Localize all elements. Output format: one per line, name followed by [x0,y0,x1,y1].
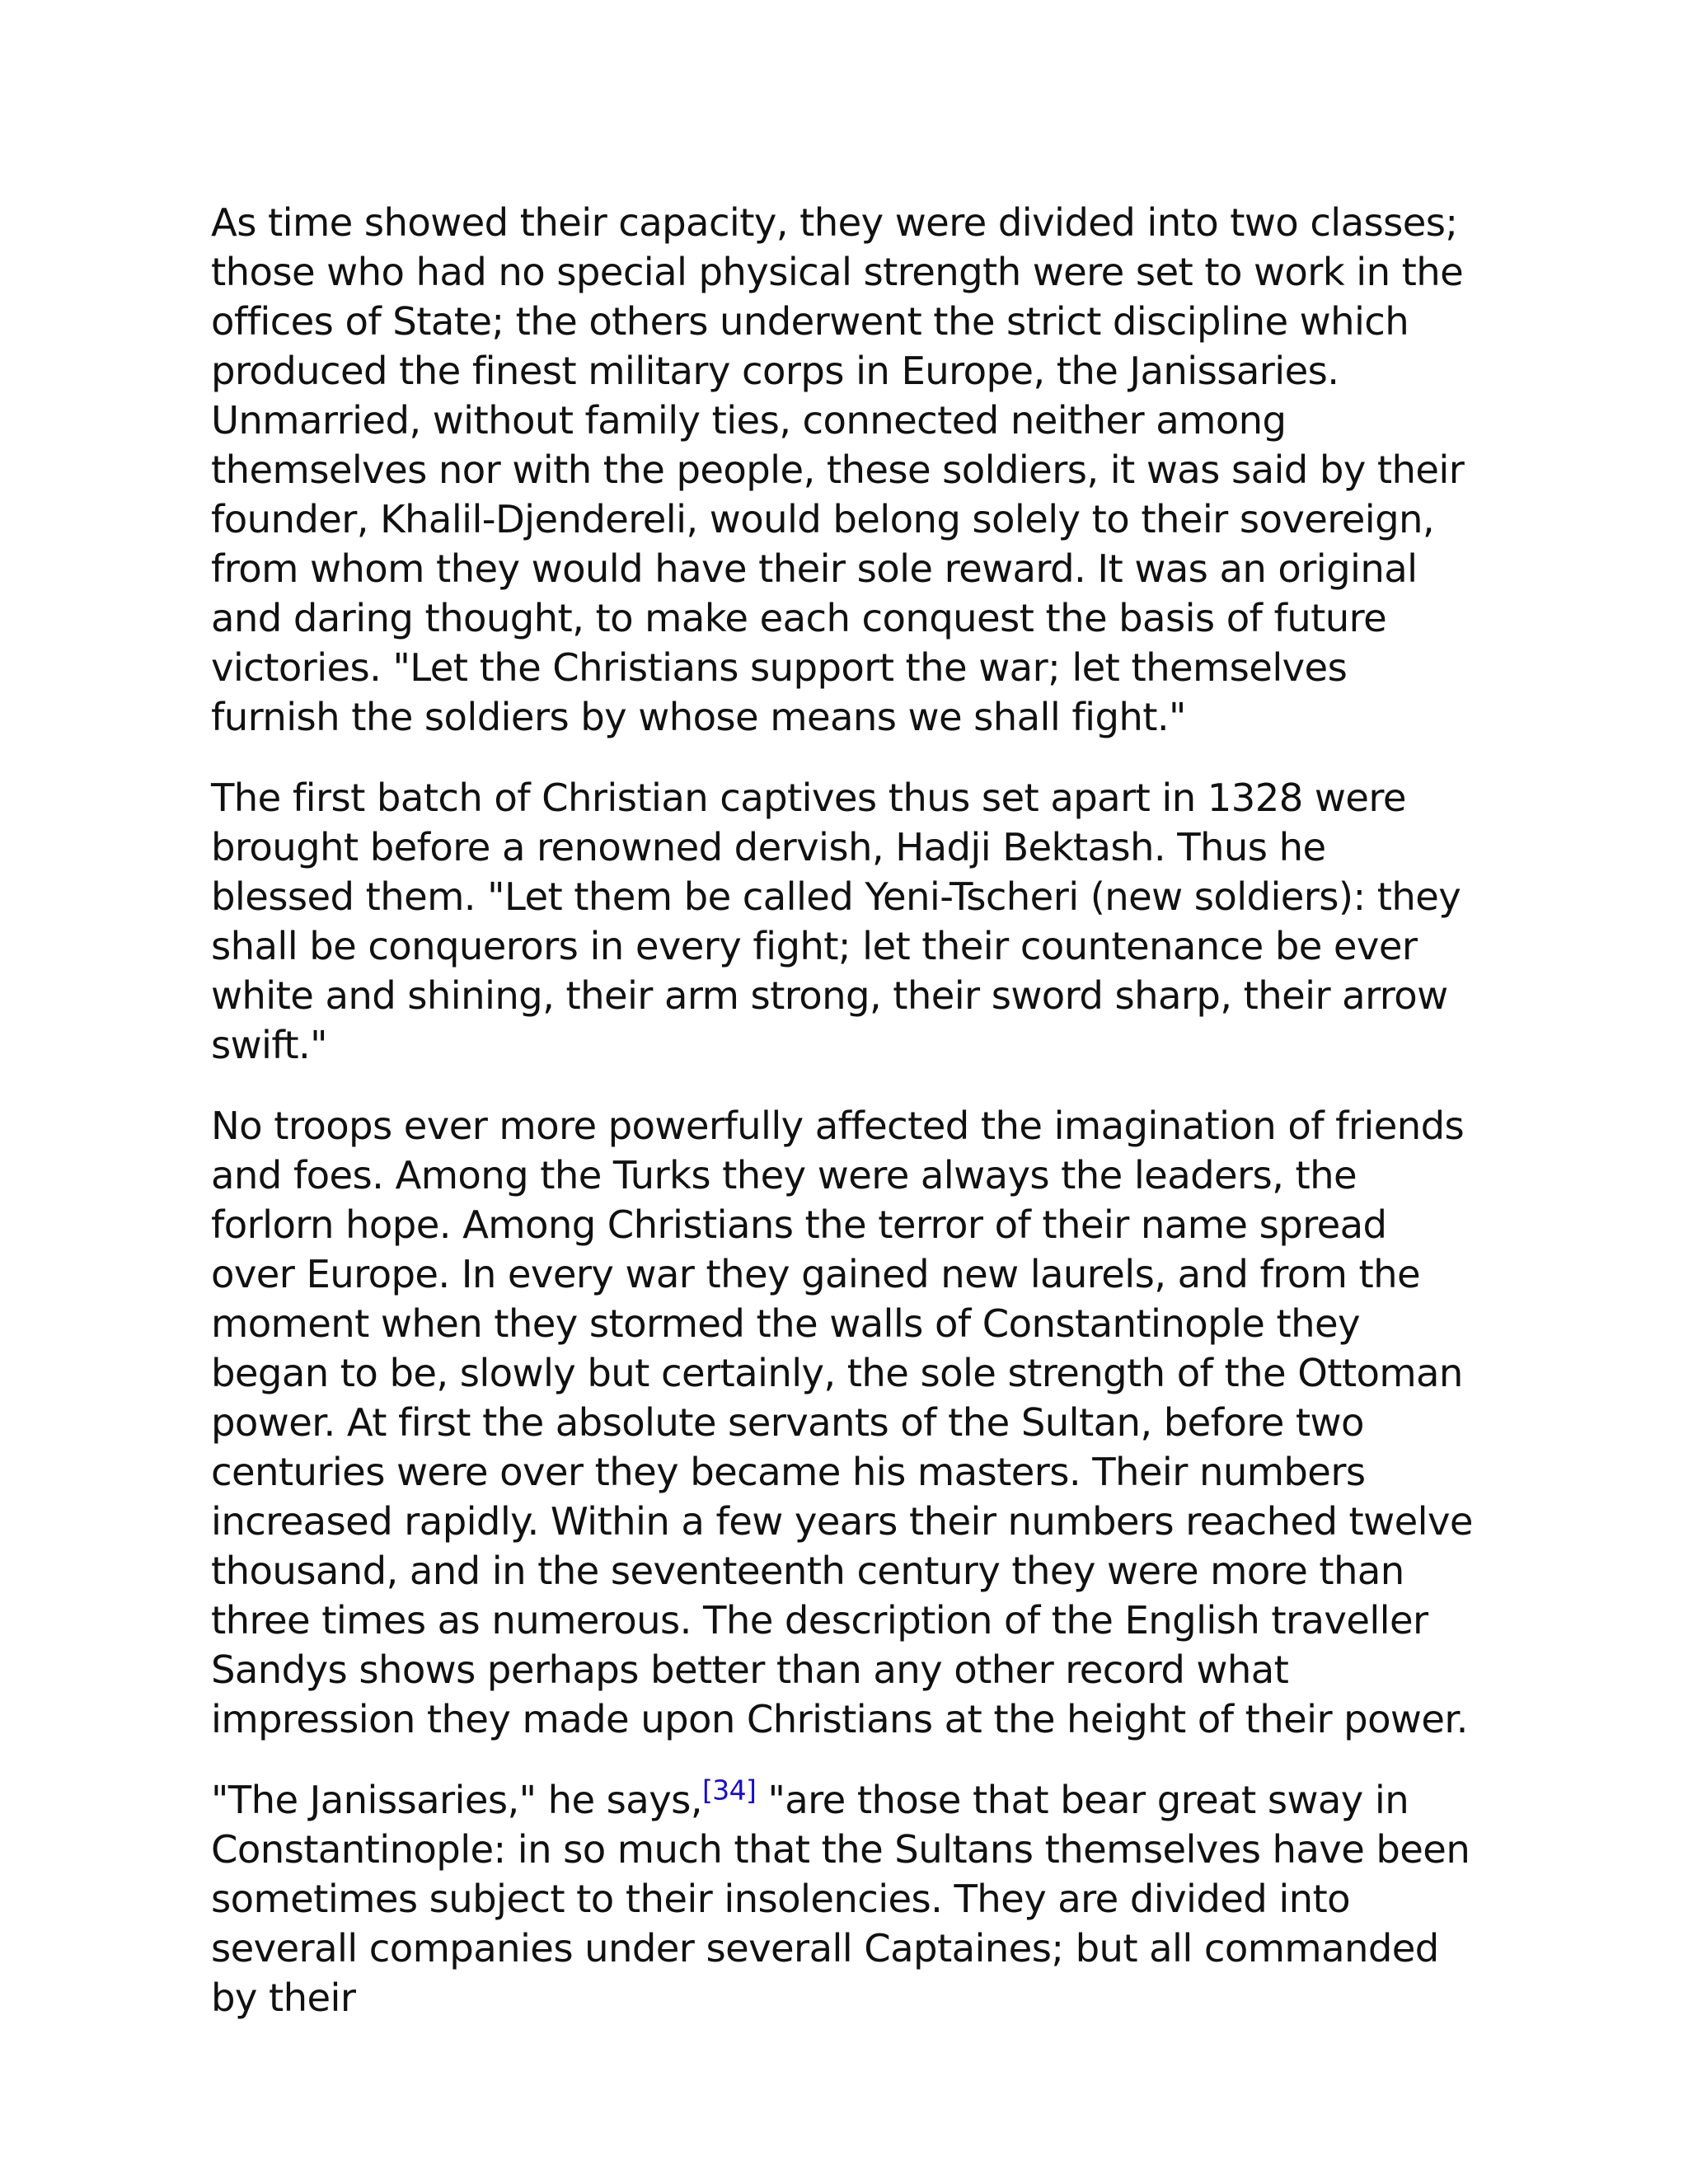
footnote-link-34[interactable]: [34] [701,1774,757,1807]
paragraph-1: As time showed their capacity, they were divided into two classes; those who had no special physical strength were set to work in the offices of State; the others underwent the strict discipline which produced the finest military corps in Europe, the Janissaries. Unmarried, without family ties, connected neither among themselves nor with the people, these soldiers, it was said by their founder, Khalil-Djendereli, would belong solely to their sovereign, from whom they would have their sole reward. It was an original and daring thought, to make each conquest the basis of future victories. "Let the Christians support the war; let themselves furnish the soldiers by whose means we shall fight." [211,200,1465,739]
paragraph-4 [211,1775,1480,2022]
paragraph-4-body-text: "are those that bear great sway in Constantinople: in so much that the Sultans themselves have been sometimes subject to their insolencies. They are divided into severall companies under severall Captaines; but all commanded by their [211,1778,1470,2020]
paragraph-3: No troops ever more powerfully affected the imagination of friends and foes. Among the Turks they were always the leaders, the forlorn hope. Among Christians the terror of their name spread over Europe. In every war they gained new laurels, and from the moment when they stormed the walls of Constantinople they began to be, slowly but certainly, the sole strength of the Ottoman power. At first the absolute servants of the Sultan, before two centuries were over they became his masters. Their numbers increased rapidly. Within a few years their numbers reached twelve thousand, and in the seventeenth century they were more than three times as numerous. The description of the English traveller Sandys shows perhaps better than any other record what impression they made upon Christians at the height of their power. [211,1104,1473,1741]
paragraph-4-lead-text: "The Janissaries," he says, [211,1778,702,1822]
document-page [211,198,1480,2054]
paragraph-2: The first batch of Christian captives thus set apart in 1328 were brought before a renowned dervish, Hadji Bektash. Thus he blessed them. "Let them be called Yeni-Tscheri (new soldiers): they shall be conquerors in every fight; let their countenance be ever white and shining, their arm strong, their sword sharp, their arrow swift." [211,776,1461,1067]
